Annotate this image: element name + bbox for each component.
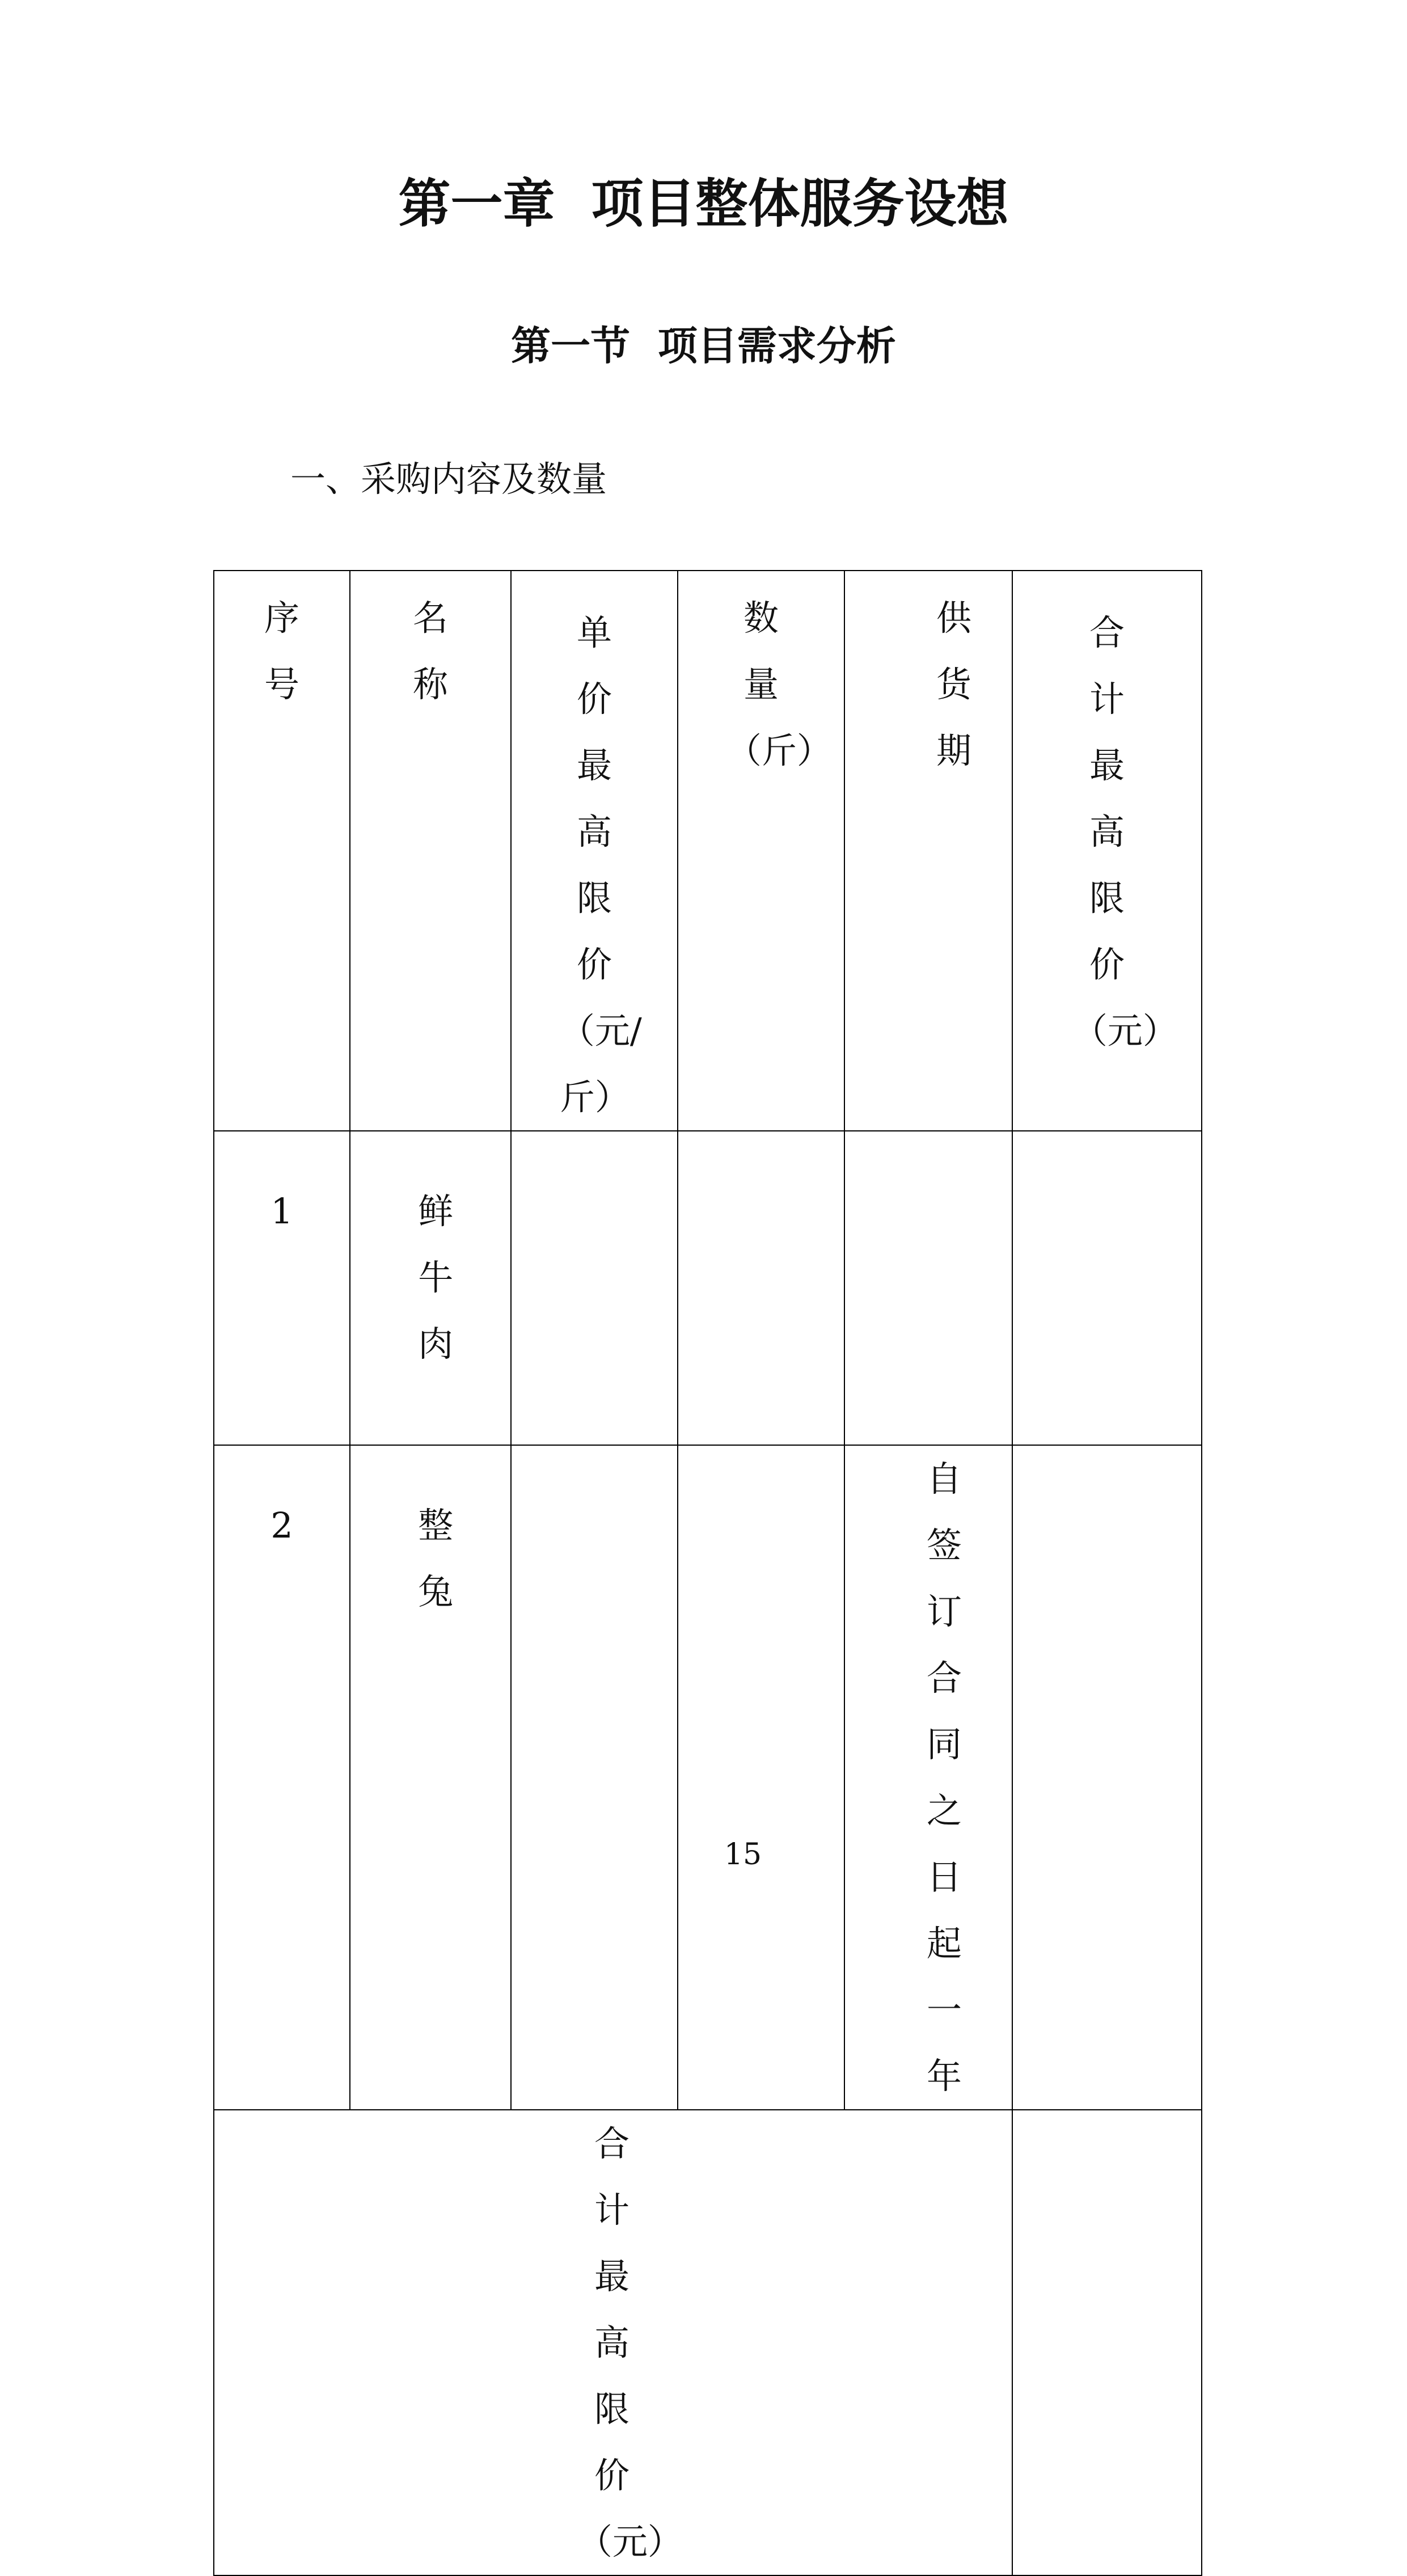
- header-quantity: [678, 571, 844, 1131]
- page-number: 15: [724, 1838, 762, 1872]
- row-2-name-value: 整兔: [418, 1505, 454, 1612]
- row-2-delivery: [844, 1445, 1012, 2110]
- header-index: [214, 571, 350, 1131]
- total-label-cell: [214, 2110, 1012, 2575]
- row-2-delivery-value: 自签订合同之日起一年: [926, 1458, 962, 2097]
- header-delivery-label: 供货期: [936, 597, 971, 771]
- row-2-quantity: [678, 1445, 844, 2110]
- row-1-total-price: [1012, 1131, 1202, 1445]
- row-1-quantity: [678, 1131, 844, 1445]
- header-index-label: 序号: [264, 597, 299, 705]
- table-total-row: [214, 2110, 1202, 2575]
- header-unit-price: [511, 571, 678, 1131]
- total-value-cell: [1012, 2110, 1202, 2575]
- subsection-heading: 一、采购内容及数量: [290, 458, 607, 500]
- row-1-index: [214, 1131, 350, 1445]
- procurement-table: [213, 570, 1202, 2576]
- row-2-index: [214, 1445, 350, 2110]
- header-unit-price-label: 单价最高限价（元/斤）: [559, 612, 642, 1118]
- row-1-name: [350, 1131, 511, 1445]
- header-total-price: [1012, 571, 1202, 1131]
- header-name-label: 名称: [412, 597, 448, 705]
- row-2-total-price: [1012, 1445, 1202, 2110]
- row-2-index-value: 2: [271, 1505, 293, 1546]
- header-name: [350, 571, 511, 1131]
- chapter-title: 第一章 项目整体服务设想: [398, 174, 1009, 234]
- total-label: 合计最高限价（元）: [577, 2123, 683, 2562]
- row-2-name: [350, 1445, 511, 2110]
- table-row: [214, 1445, 1202, 2110]
- row-2-unit-price: [511, 1445, 678, 2110]
- row-1-name-value: 鲜牛肉: [418, 1190, 454, 1365]
- row-1-delivery: [844, 1131, 1012, 1445]
- row-1-unit-price: [511, 1131, 678, 1445]
- row-1-index-value: 1: [271, 1190, 293, 1232]
- header-quantity-label: 数量（斤）: [726, 597, 832, 771]
- header-total-price-label: 合计最高限价（元）: [1072, 612, 1178, 1051]
- table-header-row: [214, 571, 1202, 1131]
- table-row: [214, 1131, 1202, 1445]
- section-title: 第一节 项目需求分析: [511, 323, 896, 369]
- header-delivery: [844, 571, 1012, 1131]
